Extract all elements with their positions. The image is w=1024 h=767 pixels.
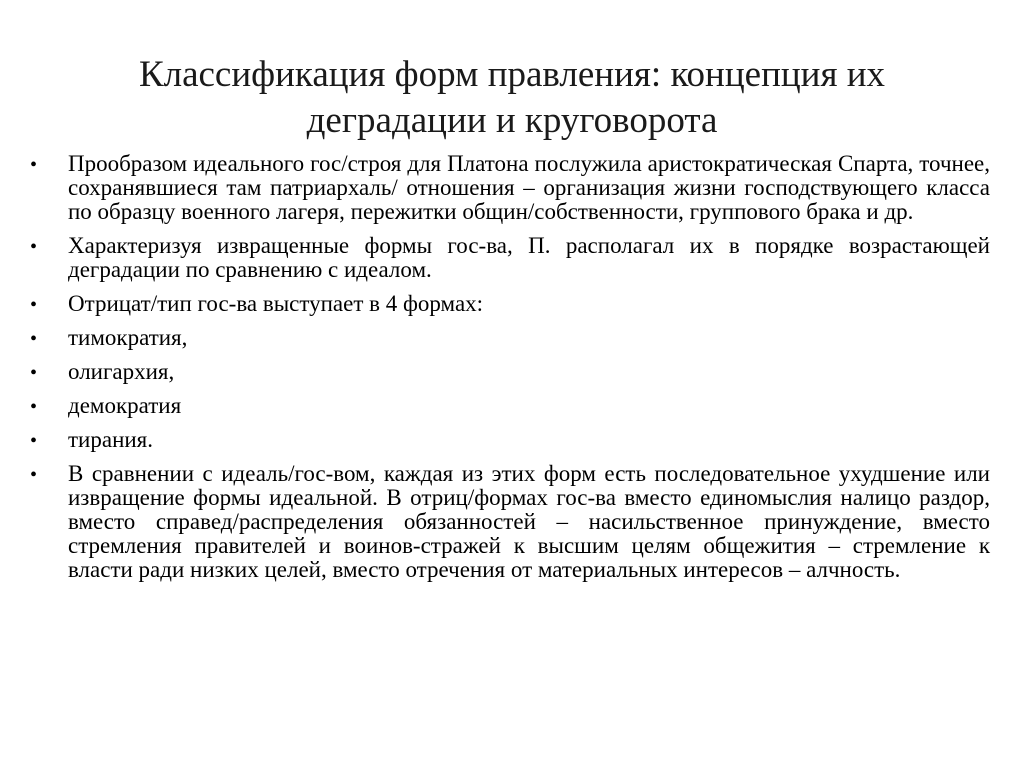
bullet-icon: • [30, 236, 38, 258]
bullet-icon: • [30, 430, 38, 452]
bullet-item-democracy [30, 394, 990, 418]
bullet-item-timocracy [30, 326, 990, 350]
bullet-icon: • [30, 154, 38, 176]
bullet-text: олигархия, [68, 359, 175, 384]
bullet-item-oligarchy [30, 360, 990, 384]
bullet-text: В сравнении с идеаль/гос-вом, каждая из этих форм есть последовательное ухудшение или извращение формы идеальной. В отриц/формах гос-ва вместо единомыслия налицо раздор, вместо справед/распределения обязанностей – насильственное принуждение, вместо стремления правителей и воинов-стражей к высшим целям общежития – стремление к власти ради низких целей, вместо отречения от материальных интересов – алчность. [68, 461, 990, 582]
bullet-item-four-forms [30, 292, 990, 316]
bullet-text: демократия [68, 393, 182, 418]
bullet-icon: • [30, 362, 38, 384]
bullet-icon: • [30, 328, 38, 350]
bullet-text: Прообразом идеального гос/строя для Платона послужила аристократическая Спарта, точнее, сохранявшиеся там патриархаль/ отношения – организация жизни господствующего класса по образцу военного лагеря, пережитки общин/собственности, группового брака и др. [68, 151, 990, 224]
bullet-icon: • [30, 396, 38, 418]
slide-title [60, 52, 964, 144]
slide-title-line-2: деградации и круговорота [306, 100, 718, 141]
bullet-text: тимократия, [68, 325, 188, 350]
bullet-icon: • [30, 294, 38, 316]
bullet-item-tyranny [30, 428, 990, 452]
bullet-item-comparison [30, 462, 990, 582]
slide-title-line-1: Классификация форм правления: концепция их [138, 54, 886, 95]
bullet-text: Характеризуя извращенные формы гос-ва, П. располагал их в порядке возрастающей деградации по сравнению с идеалом. [68, 233, 990, 282]
bullet-text: тирания. [68, 427, 154, 452]
bullet-item-degradation-order [30, 234, 990, 282]
bullet-text: Отрицат/тип гос-ва выступает в 4 формах: [68, 291, 484, 316]
bullet-list [30, 152, 990, 592]
bullet-icon: • [30, 464, 38, 486]
bullet-item-ideal-state [30, 152, 990, 224]
